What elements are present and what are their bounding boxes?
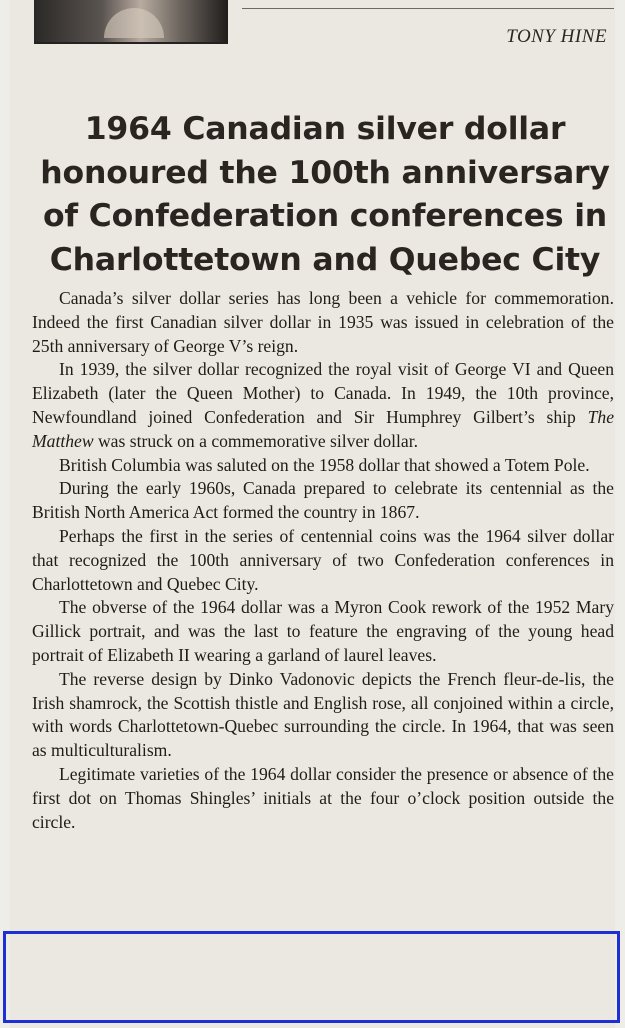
ship-name: The Matthew	[32, 406, 614, 451]
paragraph-1: Canada’s silver dollar series has long been a vehicle for commemoration. Indeed the first Canadian silver dollar in 1935 was issued in celebration of the 25th anniversary of George V’s reign.	[32, 288, 614, 356]
paragraph-2: In 1939, the silver dollar recognized the royal visit of George VI and Queen Elizabeth (later the Queen Mother) to Canada. In 1949, the 10th province, Newfoundland joined Confederation and Sir Humphrey Gilbert’s ship The Matthew was struck on a commemorative silver dollar.	[32, 359, 614, 451]
highlight-box	[3, 931, 620, 1023]
paragraph-4: During the early 1960s, Canada prepared to celebrate its centennial as the British North America Act formed the country in 1867.	[32, 478, 614, 523]
paragraph-6: The obverse of the 1964 dollar was a Myron Cook rework of the 1952 Mary Gillick portrait, and was the last to feature the engraving of the young head portrait of Elizabeth II wearing a garland of laurel leaves.	[32, 597, 614, 665]
headline: 1964 Canadian silver dollar honoured the 100th anniversary of Confederation conferences in Charlottetown and Quebec City	[40, 111, 610, 278]
top-rule	[242, 8, 614, 9]
paragraph-7: The reverse design by Dinko Vadonovic depicts the French fleur-de-lis, the Irish shamrock, the Scottish thistle and English rose, all conjoined within a circle, with words Charlottetown-Quebec surrounding the circle. In 1964, that was seen as multiculturalism.	[32, 668, 614, 761]
article-body	[32, 287, 614, 834]
paragraph-5: Perhaps the first in the series of centennial coins was the 1964 silver dollar that recognized the 100th anniversary of two Confederation conferences in Charlottetown and Quebec City.	[32, 525, 614, 594]
paragraph-8: Legitimate varieties of the 1964 dollar consider the presence or absence of the first dot on Thomas Shingles’ initials at the four o’clock position outside the circle.	[32, 763, 614, 832]
author-photo	[34, 0, 228, 44]
newspaper-page	[10, 0, 615, 1028]
byline: TONY HINE	[506, 26, 607, 47]
paragraph-3: British Columbia was saluted on the 1958 dollar that showed a Totem Pole.	[59, 454, 590, 475]
